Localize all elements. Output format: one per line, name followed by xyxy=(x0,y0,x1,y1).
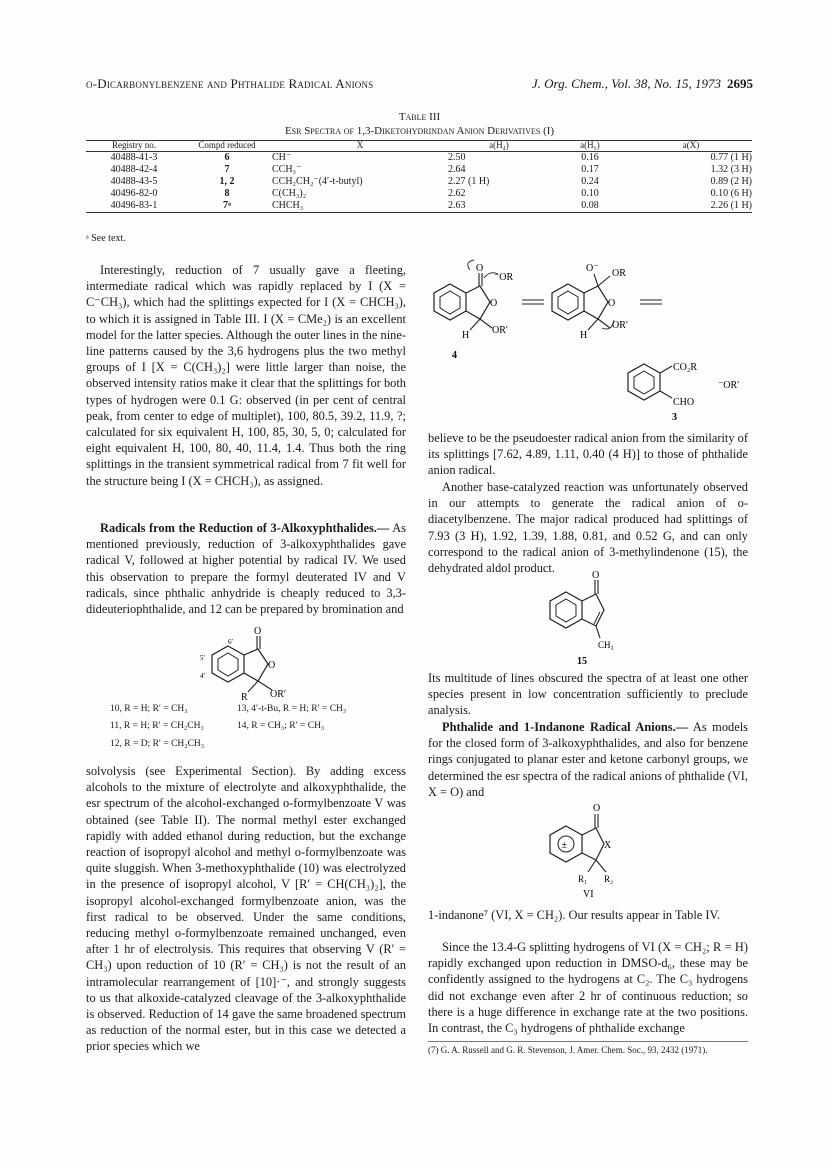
compound-label: 10, R = H; R′ = CH₃ xyxy=(110,704,188,714)
atom-label: OR′ xyxy=(270,689,287,700)
compound-number: 4 xyxy=(452,350,457,361)
col-header-a-x: a(X) xyxy=(682,140,700,150)
atom-label: CHO xyxy=(673,397,695,408)
table-cell: CCH₃⁻ xyxy=(272,164,302,175)
atom-label: O xyxy=(608,298,616,309)
table-row xyxy=(86,164,752,176)
bond-line xyxy=(470,319,480,330)
table-cell: 40496-83-1 xyxy=(110,200,158,211)
table-cell: CH⁻ xyxy=(272,152,292,163)
atom-label: ⁻OR′ xyxy=(718,380,740,391)
benzene-ring xyxy=(628,364,660,400)
structure-4 xyxy=(434,260,514,361)
table-cell: 0.16 xyxy=(581,152,599,163)
position-label: 4′ xyxy=(200,672,206,680)
benzene-ring xyxy=(550,592,582,628)
col-header-x: X xyxy=(356,140,364,150)
atom-label: O xyxy=(490,298,498,309)
aromatic-circle xyxy=(556,599,576,622)
table-cell: 6 xyxy=(224,152,230,163)
paragraph xyxy=(428,719,748,800)
atom-label: OR′ xyxy=(492,325,509,336)
col-header-compd: Compd reduced xyxy=(198,140,256,150)
table-cell: 0.08 xyxy=(581,200,599,211)
compound-number: VI xyxy=(583,889,594,900)
atom-label: O xyxy=(254,626,262,637)
five-ring xyxy=(582,828,604,860)
table-cell: 2.26 (1 H) xyxy=(710,200,752,211)
aromatic-circle xyxy=(218,653,238,676)
footnote-rule xyxy=(428,1041,748,1042)
esr-table xyxy=(86,140,752,213)
bond-line xyxy=(598,276,610,286)
aromatic-circle xyxy=(440,291,460,314)
table-cell: 40488-41-3 xyxy=(110,152,158,163)
table-caption: Esr Spectra of 1,3-Diketohydrindan Anion Derivatives (I) xyxy=(284,125,555,137)
bond-line xyxy=(588,319,598,330)
table-cell: 40496-82-0 xyxy=(110,188,158,199)
lactone-ring xyxy=(584,286,608,319)
atom-label: OR′ xyxy=(612,320,629,331)
atom-label: O⁻ xyxy=(586,263,599,274)
running-title: o-Dicarbonylbenzene and Phthalide Radical Anions xyxy=(86,76,374,91)
footnote: (7) G. A. Russell and G. R. Stevenson, J. Amer. Chem. Soc., 93, 2432 (1971). xyxy=(428,1045,708,1055)
paragraph: Interestingly, reduction of 7 usually gave a fleeting, intermediate radical which was rapidly replaced by I (X = C⁻CH₃), which had the splittings expected for I (X = CHCH₃), to which it is assigned in Table III. I (X = CMe₂) is an excellent model for the latter species. Although the outer lines in the nine-line patterns caused by the 3,6 hydrogens plus the two methyl groups of I [X = C(CH₃)₂] were little larger than noise, the observed intensity ratios make it clear that the splittings for both types of hydrogen were 0.1 G: observed (in per cent of central peak, from center to edge of multiplet), 100, 80.5, 39.2, 11.9, ?; calculated for six equivalent H, 100, 85, 30, 5, 0; calculated for eight equivalent H, 100, 80, 40, 11.4, 1.4. Thus both the ring splittings in the transient symmetrical radical from 7 fit well for the structure being I (X = CHCH₃), as assigned. xyxy=(86,263,406,488)
paragraph-text: As mentioned previously, reduction of 3-alkoxyphthalides gave radical V, followed at higher potential by radical IV. We used this observation to prepare the formyl deuterated IV and V radicals, since phthalic anhydride is cheaply reduced to 3,3-dideuteriophthalide, and 12 can be prepared by bromination and xyxy=(86,521,406,617)
table-cell: 7 xyxy=(224,164,230,175)
aromatic-circle xyxy=(634,371,654,394)
table-cell: 0.77 (1 H) xyxy=(710,152,752,163)
table-cell: 0.17 xyxy=(581,164,599,175)
structure-4-alkoxide xyxy=(552,263,628,341)
table-cell: 0.10 xyxy=(581,188,599,199)
position-label: 6′ xyxy=(228,638,234,646)
table-cell: 2.62 xyxy=(448,188,466,199)
benzene-ring xyxy=(434,284,466,320)
table-cell: 1, 2 xyxy=(219,176,235,187)
compound-number: 3 xyxy=(672,412,677,423)
col-header-a-h4: a(H₄) xyxy=(489,140,509,150)
benzene-ring xyxy=(552,284,584,320)
compound-label: 13, 4′-t-Bu, R = H; R′ = CH₃ xyxy=(237,704,347,714)
lactone-ring xyxy=(244,649,268,681)
table-cell: 2.64 xyxy=(448,164,466,175)
journal-name: J. Org. Chem., Vol. 38, No. 15, 1973 xyxy=(531,76,721,91)
table-cell: 1.32 (3 H) xyxy=(710,164,752,175)
table-cell: 0.10 (6 H) xyxy=(710,188,752,199)
table-row xyxy=(86,200,752,213)
bond-line xyxy=(594,274,598,286)
table-cell: 2.27 (1 H) xyxy=(448,176,490,187)
position-label: 5′ xyxy=(200,654,206,662)
paragraph: Since the 13.4-G splitting hydrogens of VI (X = CH₂; R = H) rapidly exchanged upon reduction in DMSO-d₆, these may be confidently assigned to the hydrogens at C₂. The C₃ hydrogens did not exchange even after 2 hr of continuous reduction; so there is a huge difference in exchange rate at the two positions. In contrast, the C₃ hydrogens of phthalide exchange xyxy=(428,940,748,1036)
equilibrium-arrow xyxy=(522,300,544,304)
five-ring xyxy=(582,594,604,626)
compound-label: 11, R = H; R′ = CH₂CH₃ xyxy=(110,721,204,731)
atom-label: CO₂R xyxy=(673,362,698,373)
table-cell: 0.89 (2 H) xyxy=(710,176,752,187)
indanone-structure xyxy=(540,800,650,900)
col-header-a-h5: a(H₅) xyxy=(580,140,600,150)
table-cell: 0.24 xyxy=(581,176,599,187)
paragraph: believe to be the pseudoester radical anion from the similarity of its splittings [7.62, 4.89, 1.11, 0.40 (4 H)] to those of phthalide anion radical. xyxy=(428,431,748,478)
bond-line xyxy=(598,319,610,328)
compound-number: 15 xyxy=(577,656,587,667)
bond-line xyxy=(248,681,258,692)
bond-line xyxy=(660,391,672,398)
compound-label: 14, R = CH₃; R′ = CH₃ xyxy=(237,721,325,731)
table-cell: 8 xyxy=(224,188,230,199)
paragraph-text: As models for the closed form of 3-alkoxyphthalides, and also for benzene rings conjugated to planar ester and ketone carbonyl groups, we determined the esr spectra of the radical anions of phthalide (VI, X = O) and xyxy=(428,720,748,799)
double-bond xyxy=(594,612,600,624)
atom-label: OR xyxy=(612,268,626,279)
col-header-registry: Registry no. xyxy=(112,140,156,150)
bond-line xyxy=(588,860,596,872)
table-cell: CCH₂CH₂⁻(4′-t-butyl) xyxy=(272,176,363,187)
table-cell: CHCH₃ xyxy=(272,200,304,211)
lactone-ring xyxy=(466,286,490,319)
equilibrium-arrow xyxy=(640,300,662,304)
atom-label: H xyxy=(580,330,588,341)
paragraph: 1-indanone⁷ (VI, X = CH₂). Our results appear in Table IV. xyxy=(428,908,720,922)
table-cell: 40488-42-4 xyxy=(110,164,158,175)
compound-label: 12, R = D; R′ = CH₂CH₃ xyxy=(110,739,205,749)
table-footnote: ᵃ See text. xyxy=(86,233,126,244)
paragraph xyxy=(86,520,406,617)
reaction-scheme xyxy=(428,258,753,423)
table-cell: 2.63 xyxy=(448,200,466,211)
aromatic-circle xyxy=(558,291,578,314)
page-number: 2695 xyxy=(727,76,753,91)
methylindenone-structure xyxy=(540,568,650,668)
atom-label: O xyxy=(268,660,276,671)
paragraph: Its multitude of lines obscured the spectra of at least one other species present in low concentration sufficiently to preclude analysis. xyxy=(428,671,748,718)
section-heading: Phthalide and 1-Indanone Radical Anions.— xyxy=(442,720,689,734)
table-cell: 40488-43-5 xyxy=(110,176,158,187)
atom-label: ⁻OR xyxy=(494,272,514,283)
table-label: Table III xyxy=(398,111,441,123)
table-cell: 7ᵃ xyxy=(223,200,231,211)
section-heading: Radicals from the Reduction of 3-Alkoxyphthalides.— xyxy=(100,521,390,535)
phthalide-structure xyxy=(180,620,330,705)
atom-label: O xyxy=(593,803,601,814)
paragraph: Another base-catalyzed reaction was unfortunately observed in our attempts to generate the radical anion of o-diacetylbenzene. The major radical produced had splittings of 7.93 (3 H), 1.92, 1.39, 1.88, 0.81, and 0.52 G, and can only correspond to the radical anion of 3-methylindenone (15), the dehydrated aldol product. xyxy=(428,480,748,576)
bond-line xyxy=(480,319,492,328)
table-row xyxy=(86,176,752,188)
journal-citation xyxy=(505,76,753,92)
bond-line xyxy=(596,626,600,638)
table-header-row xyxy=(86,141,752,152)
table-row xyxy=(86,152,752,165)
table-row xyxy=(86,188,752,200)
structure-3 xyxy=(628,362,739,423)
atom-label: H xyxy=(462,330,470,341)
atom-label: O xyxy=(476,263,484,274)
atom-label: R xyxy=(241,692,248,703)
atom-label: CH₃ xyxy=(598,640,614,650)
atom-label: R₂ xyxy=(604,874,614,884)
benzene-ring xyxy=(212,646,244,682)
electron-arrow xyxy=(468,260,474,270)
paragraph: solvolysis (see Experimental Section). By adding excess alcohols to the mixture of electrolyte and alkoxyphthalide, the esr spectrum of the alcohol-exchanged o-formylbenzoate V was obtained (see Table II). The normal methyl ester exchanged rapidly with added ethanol during reduction, but the exchange reaction of isopropyl alcohol and methyl o-formylbenzoate was quite sluggish. When 3-methoxyphthalide (10) was electrolyzed in the presence of isopropyl alcohol, V [R′ = CH(CH₃)₂], the isopropyl alcohol-exchanged formylbenzoate anion, was the first radical to be observed. Under the same conditions, reducing methyl o-formylbenzoate remained unchanged, even after 1 hr of electrolysis. This requires that observing V (R′ = CH₃) upon reduction of 10 (R′ = CH₃) is not the result of an intramolecular rearrangement of [10]·⁻, and strongly suggests to us that alkoxide-catalyzed cleavage of the 3-alkoxyphthalide is observed. Reduction of 14 gave the same broadened spectrum as reduction of the normal ester, but in this case we detected a prior species which we xyxy=(86,764,406,1054)
atom-label: O xyxy=(592,570,600,581)
table-cell: C(CH₃)₂ xyxy=(272,188,307,199)
charge-label: ± xyxy=(561,840,567,851)
atom-label: R₁ xyxy=(578,874,588,884)
bond-line xyxy=(596,860,606,872)
atom-label: X xyxy=(604,840,612,851)
bond-line xyxy=(660,366,672,373)
table-cell: 2.50 xyxy=(448,152,466,163)
